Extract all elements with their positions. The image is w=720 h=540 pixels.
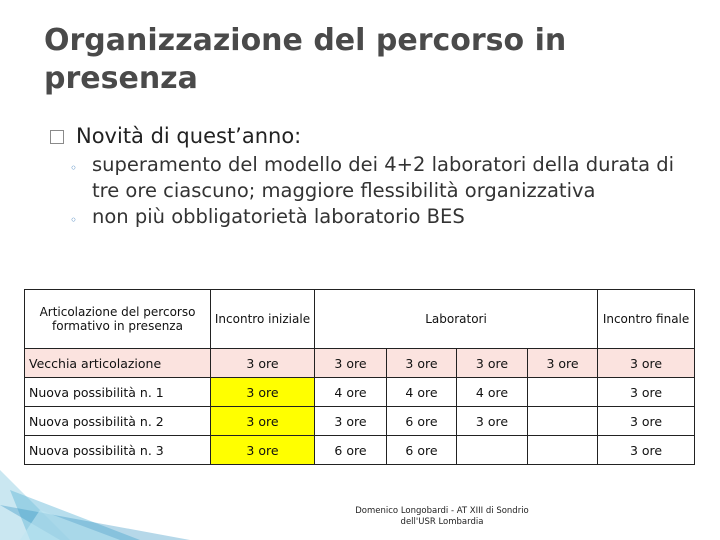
table-row: [25, 378, 695, 407]
cell-finale: 3 ore: [598, 378, 695, 407]
cell-lab: 3 ore: [457, 349, 528, 378]
cell-iniziale: 3 ore: [211, 349, 315, 378]
cell-lab: 3 ore: [528, 349, 598, 378]
cell-iniziale: 3 ore: [211, 378, 315, 407]
cell-finale: 3 ore: [598, 436, 695, 465]
table-row: [25, 436, 695, 465]
slide-title: Organizzazione del percorso in presenza: [44, 23, 567, 96]
header-articolazione: Articolazione del percorso formativo in presenza: [25, 290, 211, 349]
footer-credit: Domenico Longobardi - AT XIII di Sondrio dell'USR Lombardia: [355, 506, 529, 527]
sub-bullet-text: non più obbligatorietà laboratorio BES: [92, 205, 465, 228]
sub-bullet-list: [70, 152, 690, 233]
header-incontro-finale: Incontro finale: [598, 290, 695, 349]
cell-lab: 4 ore: [457, 378, 528, 407]
cell-lab: 6 ore: [387, 436, 457, 465]
cell-lab: 3 ore: [315, 407, 387, 436]
list-item: [70, 152, 690, 204]
row-label: Vecchia articolazione: [25, 349, 211, 378]
cell-iniziale: 3 ore: [211, 407, 315, 436]
cell-lab: [528, 378, 598, 407]
main-bullet-text: Novità di quest’anno:: [76, 124, 302, 148]
header-incontro-iniziale: Incontro iniziale: [211, 290, 315, 349]
row-label: Nuova possibilità n. 3: [25, 436, 211, 465]
main-bullet: [50, 122, 301, 150]
row-label: Nuova possibilità n. 2: [25, 407, 211, 436]
sub-bullet-text: superamento del modello dei 4+2 laboratori della durata di tre ore ciascuno; maggiore flessibilità organizzativa: [92, 153, 675, 202]
cell-lab: [528, 436, 598, 465]
table-row: [25, 407, 695, 436]
cell-lab: 3 ore: [315, 349, 387, 378]
row-label: Nuova possibilità n. 1: [25, 378, 211, 407]
circle-bullet-icon: ◦: [70, 213, 78, 227]
table-header-row: [25, 290, 695, 349]
cell-lab: [528, 407, 598, 436]
list-item: [70, 204, 690, 233]
header-laboratori: Laboratori: [315, 290, 598, 349]
schedule-table: [24, 289, 695, 465]
table-row: [25, 349, 695, 378]
cell-lab: 6 ore: [315, 436, 387, 465]
cell-lab: 4 ore: [315, 378, 387, 407]
cell-finale: 3 ore: [598, 407, 695, 436]
cell-iniziale: 3 ore: [211, 436, 315, 465]
cell-lab: 4 ore: [387, 378, 457, 407]
square-bullet-icon: [50, 130, 64, 144]
cell-lab: 3 ore: [457, 407, 528, 436]
cell-lab: [457, 436, 528, 465]
cell-lab: 6 ore: [387, 407, 457, 436]
cell-lab: 3 ore: [387, 349, 457, 378]
cell-finale: 3 ore: [598, 349, 695, 378]
circle-bullet-icon: ◦: [70, 161, 78, 175]
